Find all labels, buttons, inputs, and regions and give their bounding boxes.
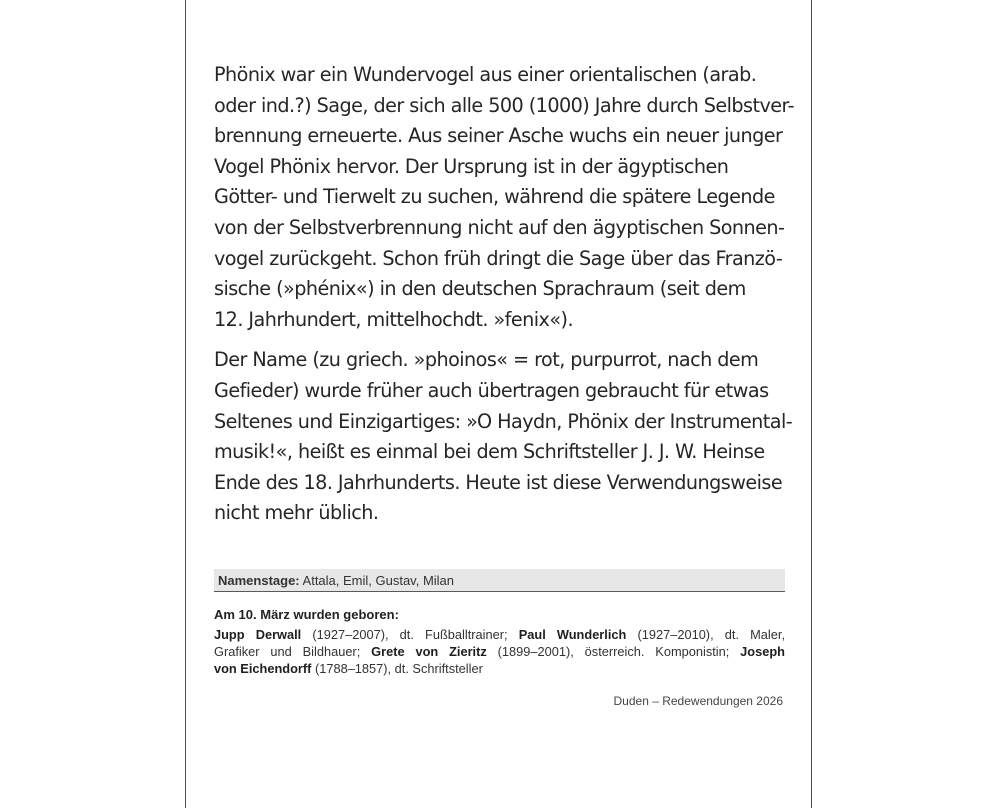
births-line: [214, 660, 785, 677]
calendar-page: [185, 0, 812, 808]
person-name: Joseph: [740, 644, 785, 659]
text-line: Gefieder) wurde früher auch übertragen gebraucht für etwas: [214, 378, 769, 402]
text-line: von der Selbstverbrennung nicht auf den ägyptischen Sonnen-: [214, 215, 785, 239]
namenstage-label: Namenstage:: [218, 573, 300, 588]
births-heading: Am 10. März wurden geboren:: [214, 607, 399, 622]
text-line: Seltenes und Einzigartiges: »O Haydn, Phönix der Instrumental-: [214, 409, 793, 433]
person-info: (1788–1857), dt. Schriftsteller: [311, 661, 483, 676]
article-paragraph-2: [214, 345, 794, 529]
text-line: Der Name (zu griech. »phoinos« = rot, purpurrot, nach dem: [214, 348, 759, 372]
article-text: [214, 60, 794, 529]
person-name: von Eichendorff: [214, 661, 312, 676]
text-line: vogel zurückgeht. Schon früh dringt die Sage über das Franzö-: [214, 246, 783, 270]
births-line: [214, 626, 785, 643]
births-line: [214, 643, 785, 660]
namenstage-bar: [214, 569, 785, 592]
text-line: Phönix war ein Wundervogel aus einer orientalischen (arab.: [214, 63, 757, 86]
text-line: Ende des 18. Jahrhunderts. Heute ist diese Verwendungsweise: [214, 470, 783, 494]
person-name: Jupp Derwall: [214, 627, 302, 642]
person-info: Grafiker und Bildhauer;: [214, 644, 372, 659]
person-info: (1927–2007), dt. Fußballtrainer;: [301, 627, 519, 642]
text-line: musik!«, heißt es einmal bei dem Schriftsteller J. J. W. Heinse: [214, 440, 765, 464]
text-line: oder ind.?) Sage, der sich alle 500 (1000) Jahre durch Selbstver-: [214, 93, 795, 117]
text-line: nicht mehr üblich.: [214, 501, 379, 525]
article-paragraph-1: [214, 60, 794, 335]
footer-source: Duden – Redewendungen 2026: [613, 694, 783, 708]
text-line: brennung erneuerte. Aus seiner Asche wuchs ein neuer junger: [214, 124, 783, 148]
births-list: [214, 626, 785, 677]
text-line: 12. Jahrhundert, mittelhochdt. »fenix«).: [214, 307, 574, 331]
text-line: Vogel Phönix hervor. Der Ursprung ist in der ägyptischen: [214, 154, 729, 178]
person-info: (1899–2001), österreich. Komponistin;: [486, 644, 741, 659]
text-line: Götter- und Tierwelt zu suchen, während die spätere Legende: [214, 185, 775, 209]
namenstage-names: Attala, Emil, Gustav, Milan: [299, 573, 455, 588]
person-info: (1927–2010), dt. Maler,: [626, 627, 785, 642]
person-name: Paul Wunderlich: [518, 627, 627, 642]
text-line: sische (»phénix«) in den deutschen Sprachraum (seit dem: [214, 277, 746, 301]
person-name: Grete von Zieritz: [371, 644, 487, 659]
